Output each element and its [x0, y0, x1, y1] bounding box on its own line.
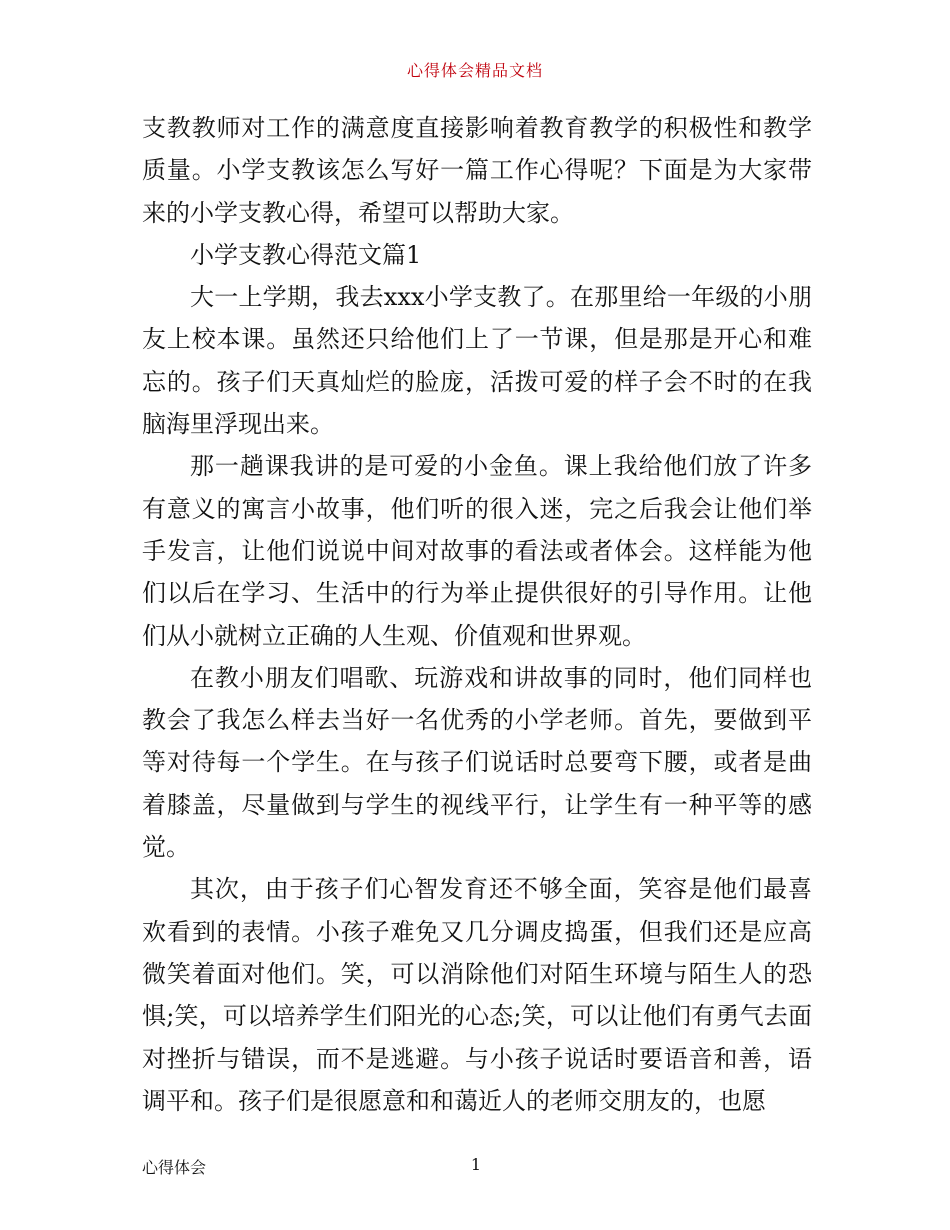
- paragraph: 大一上学期，我去xxx小学支教了。在那里给一年级的小朋友上校本课。虽然还只给他们上了一节课，但是那是开心和难忘的。孩子们天真灿烂的脸庞，活拨可爱的样子会不时的在我脑海里浮现出来。: [142, 283, 812, 439]
- footer-label: 心得体会: [142, 1158, 207, 1177]
- document-body: [142, 107, 812, 1122]
- paragraph: 其次，由于孩子们心智发育还不够全面，笑容是他们最喜欢看到的表情。小孩子难免又几分调皮捣蛋，但我们还是应高微笑着面对他们。笑，可以消除他们对陌生环境与陌生人的恐惧;笑，可以培养学生们阳光的心态;笑，可以让他们有勇气去面对挫折与错误，而不是逃避。与小孩子说话时要语音和善，语调平和。孩子们是很愿意和和蔼近人的老师交朋友的，也愿: [142, 875, 812, 1115]
- page-number: 1: [470, 1155, 482, 1174]
- paragraph-intro: 支教教师对工作的满意度直接影响着教育教学的积极性和教学质量。小学支教该怎么写好一篇工作心得呢？下面是为大家带来的小学支教心得，希望可以帮助大家。: [142, 114, 812, 227]
- paragraph: 在教小朋友们唱歌、玩游戏和讲故事的同时，他们同样也教会了我怎么样去当好一名优秀的小学老师。首先，要做到平等对待每一个学生。在与孩子们说话时总要弯下腰，或者是曲着膝盖，尽量做到与学生的视线平行，让学生有一种平等的感觉。: [142, 663, 812, 862]
- paragraph: 那一趟课我讲的是可爱的小金鱼。课上我给他们放了许多有意义的寓言小故事，他们听的很入迷，完之后我会让他们举手发言，让他们说说中间对故事的看法或者体会。这样能为他们以后在学习、生活中的行为举止提供很好的引导作用。让他们从小就树立正确的人生观、价值观和世界观。: [142, 452, 812, 650]
- header-title: 心得体会精品文档: [406, 61, 543, 80]
- section-heading: 小学支教心得范文篇1: [190, 240, 422, 269]
